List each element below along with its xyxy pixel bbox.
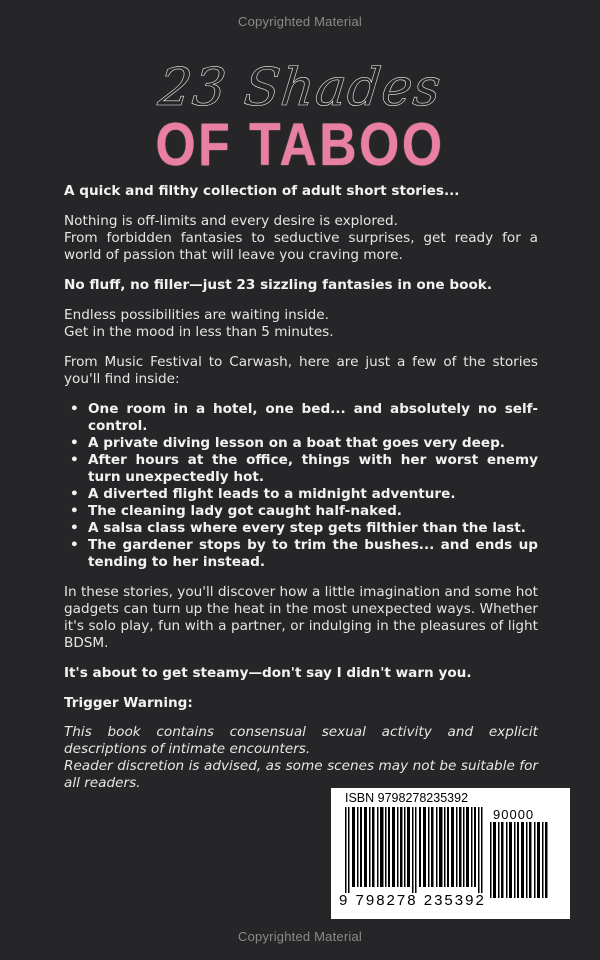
barcode-digits: 9 798278 235392 bbox=[339, 892, 486, 909]
copyright-watermark-top: Copyrighted Material bbox=[238, 14, 362, 29]
back-cover-blurb bbox=[64, 183, 538, 805]
blurb-paragraph-2 bbox=[64, 307, 538, 341]
blurb-paragraph-3: In these stories, you'll discover how a little imagination and some hot gadgets can turn up the heat in the most unexpected ways. Whether it's solo play, fun with a partner, or indulging in the pleasures of light BDSM. bbox=[64, 584, 538, 651]
trigger-line-2: Reader discretion is advised, as some scenes may not be suitable for all readers. bbox=[64, 758, 538, 791]
story-item: • The cleaning lady got caught half-naked. bbox=[88, 503, 538, 520]
copyright-watermark-bottom: Copyrighted Material bbox=[238, 929, 362, 944]
blurb-p1-line1: Nothing is off-limits and every desire is explored. bbox=[64, 213, 398, 229]
story-item: • A diverted flight leads to a midnight adventure. bbox=[88, 486, 538, 503]
title-main-line: OF TABOO bbox=[155, 111, 445, 178]
blurb-intro: A quick and filthy collection of adult short stories... bbox=[64, 183, 460, 199]
story-item: • After hours at the office, things with her worst enemy turn unexpectedly hot. bbox=[88, 452, 538, 486]
trigger-line-1: This book contains consensual sexual activity and explicit descriptions of intimate encounters. bbox=[64, 724, 538, 757]
story-item: • A salsa class where every step gets filthier than the last. bbox=[88, 520, 538, 537]
blurb-p2-line2: Get in the mood in less than 5 minutes. bbox=[64, 324, 334, 340]
story-item: • One room in a hotel, one bed... and absolutely no self-control. bbox=[88, 401, 538, 435]
blurb-paragraph-1 bbox=[64, 213, 538, 264]
barcode-bars-main bbox=[345, 807, 485, 893]
blurb-tagline: No fluff, no filler—just 23 sizzling fantasies in one book. bbox=[64, 277, 492, 293]
book-title bbox=[0, 58, 600, 178]
trigger-warning-text bbox=[64, 724, 538, 792]
story-item: • A private diving lesson on a boat that goes very deep. bbox=[88, 435, 538, 452]
story-list bbox=[64, 401, 538, 571]
trigger-warning-heading: Trigger Warning: bbox=[64, 695, 193, 711]
price-code: 90000 bbox=[493, 807, 535, 822]
barcode-bars-supplement bbox=[490, 822, 550, 898]
blurb-p2-line1: Endless possibilities are waiting inside. bbox=[64, 307, 329, 323]
blurb-warning-line: It's about to get steamy—don't say I didn't warn you. bbox=[64, 665, 472, 681]
isbn-barcode-box bbox=[331, 788, 570, 919]
title-script-line: 23 Shades bbox=[155, 58, 445, 118]
blurb-p1-line2: From forbidden fantasies to seductive surprises, get ready for a world of passion that will leave you craving more. bbox=[64, 230, 538, 263]
story-item: • The gardener stops by to trim the bushes... and ends up tending to her instead. bbox=[88, 537, 538, 571]
blurb-list-intro: From Music Festival to Carwash, here are just a few of the stories you'll find inside: bbox=[64, 354, 538, 387]
isbn-label: ISBN 9798278235392 bbox=[345, 791, 469, 805]
